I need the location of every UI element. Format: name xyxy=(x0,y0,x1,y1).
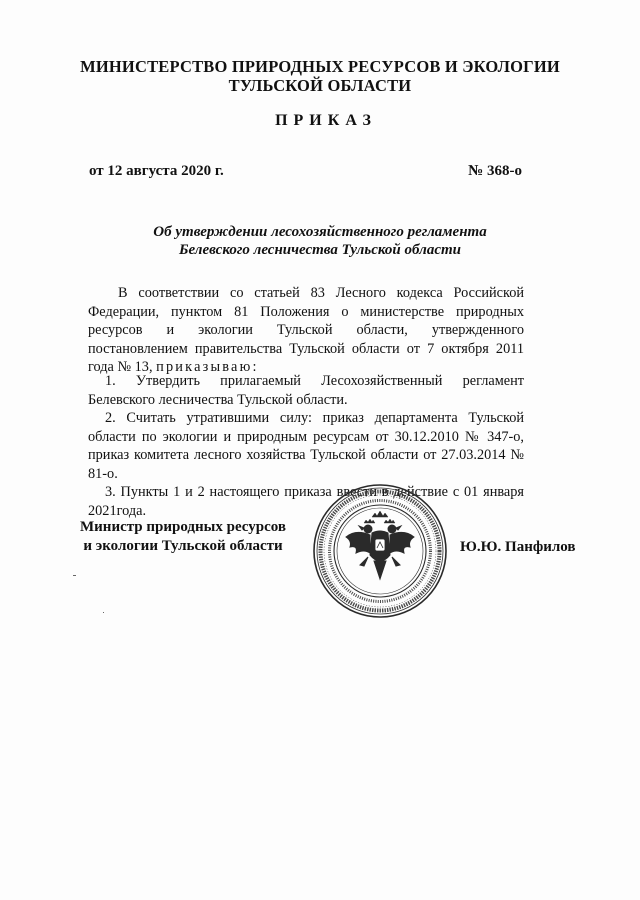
order-date: от 12 августа 2020 г. xyxy=(89,163,224,179)
order-word: приказываю: xyxy=(156,359,259,375)
signatory-name: Ю.Ю. Панфилов xyxy=(460,539,576,555)
preamble-paragraph xyxy=(88,284,524,377)
order-item-3: 3. Пункты 1 и 2 настоящего приказа ввести в действие с 01 января 2021года. xyxy=(88,484,524,519)
official-seal-icon xyxy=(312,483,448,619)
order-item-1: 1. Утвердить прилагаемый Лесохозяйственный регламент Белевского лесничества Тульской области. xyxy=(88,373,524,408)
signatory-position xyxy=(78,518,288,556)
order-item-2: 2. Считать утратившими силу: приказ департамента Тульской области по экологии и природным ресурсам от 30.12.2010 № 347-о, приказ комитета лесного хозяйства Тульской области от 27.03.2014 № 81-о. xyxy=(88,410,524,482)
signatory-position-line1: Министр природных ресурсов xyxy=(80,519,286,535)
preamble-text: В соответствии со статьей 83 Лесного кодекса Российской Федерации, пунктом 81 Положения о министерстве природных ресурсов и экологии Тульской области, утвержденного постановлением правительства Тульской области от 7 октября 2011 года № 13, xyxy=(88,285,524,375)
signatory-position-line2: и экологии Тульской области xyxy=(83,538,283,554)
order-subject-line1: Об утверждении лесохозяйственного регламента xyxy=(153,224,487,240)
scan-speck xyxy=(73,575,76,576)
ministry-header xyxy=(0,57,640,95)
ministry-header-line2: ТУЛЬСКОЙ ОБЛАСТИ xyxy=(228,76,412,95)
order-items xyxy=(88,372,524,520)
order-number: № 368-о xyxy=(468,163,522,179)
document-type-title: ПРИКАЗ xyxy=(275,112,377,129)
order-subject-line2: Белевского лесничества Тульской области xyxy=(178,242,461,258)
scan-speck xyxy=(103,612,104,613)
order-subject xyxy=(0,223,640,259)
ministry-header-line1: МИНИСТЕРСТВО ПРИРОДНЫХ РЕСУРСОВ И ЭКОЛОГИИ xyxy=(80,57,560,76)
